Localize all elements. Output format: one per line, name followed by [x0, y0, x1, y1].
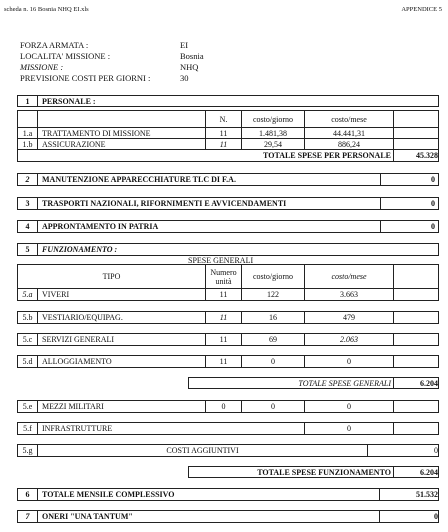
col-cost-month: costo/mese: [305, 265, 394, 288]
total-label: TOTALE SPESE FUNZIONAMENTO: [189, 467, 394, 477]
col-tipo: TIPO: [18, 265, 206, 288]
table-row: 5.b VESTIARIO/EQUIPAG. 11 16 479: [17, 311, 439, 324]
file-name: scheda n. 16 Bosnia NHQ EI.xls: [4, 6, 89, 13]
info-value: Bosnia: [180, 51, 204, 61]
table-row: 5.e MEZZI MILITARI 0 0 0: [17, 400, 439, 413]
personale-header-row: [17, 95, 439, 107]
info-value: NHQ: [180, 62, 199, 72]
info-label: FORZA ARMATA :: [20, 40, 89, 50]
oneri-una-tantum-row: 7 ONERI "UNA TANTUM" 0: [17, 510, 439, 523]
col-cost-day: costo/giorno: [242, 265, 305, 288]
total-value: 45.328: [416, 151, 438, 160]
col-unita: unità: [215, 276, 232, 286]
col-numero: Numero: [210, 267, 237, 277]
table-row: 5.d ALLOGGIAMENTO 11 0 0: [17, 355, 439, 368]
personale-total-row: [17, 149, 439, 162]
table-row: 5.f INFRASTRUTTURE 0: [17, 422, 439, 435]
section-row-4: 4 APPRONTAMENTO IN PATRIA 0: [17, 220, 439, 233]
col-cost-month: costo/mese: [305, 111, 394, 127]
costi-aggiuntivi-row: 5.g COSTI AGGIUNTIVI 0: [17, 444, 439, 457]
info-label: MISSIONE :: [20, 62, 64, 72]
subtotal-value: 6.204: [420, 378, 438, 388]
info-value: 30: [180, 73, 189, 83]
table-row: 5.c SERVIZI GENERALI 11 69 2.063: [17, 333, 439, 346]
funzionamento-colhead-row: [17, 264, 439, 289]
section-row-2: 2 MANUTENZIONE APPARECCHIATURE TLC DI F.A. 0: [17, 173, 439, 186]
info-label: LOCALITA' MISSIONE :: [20, 51, 111, 61]
section-number: 1: [18, 96, 38, 106]
section-title: PERSONALE :: [42, 96, 96, 106]
subtotal-row: [188, 377, 439, 389]
table-row: 1.b ASSICURAZIONE 11 29,54 886,24: [17, 138, 439, 150]
section-row-3: 3 TRASPORTI NAZIONALI, RIFORNIMENTI E AVVICENDAMENTI 0: [17, 197, 439, 210]
info-block: [20, 40, 204, 84]
funzionamento-total-row: [188, 466, 439, 478]
col-n: N.: [206, 111, 242, 127]
total-label: TOTALE SPESE PER PERSONALE: [18, 150, 394, 161]
table-row: 5.a VIVERI 11 122 3.663: [17, 288, 439, 301]
total-value: 6.204: [420, 467, 438, 477]
totale-mensile-row: 6 TOTALE MENSILE COMPLESSIVO 51.532: [17, 488, 439, 501]
subtotal-label: TOTALE SPESE GENERALI: [189, 378, 394, 388]
personale-colhead-row: [17, 110, 439, 128]
table-row: 1.a TRATTAMENTO DI MISSIONE 11 1.481,38 44.441,31: [17, 127, 439, 139]
funzionamento-header-row: 5 FUNZIONAMENTO :: [17, 243, 439, 256]
spese-generali-label: SPESE GENERALI: [188, 256, 254, 265]
section-title: FUNZIONAMENTO :: [42, 245, 118, 254]
col-cost-day: costo/giorno: [242, 111, 305, 127]
info-value: EI: [180, 40, 189, 50]
appendix-label: APPENDICE 5: [401, 6, 442, 13]
info-label: PREVISIONE COSTI PER GIORNI :: [20, 73, 151, 83]
